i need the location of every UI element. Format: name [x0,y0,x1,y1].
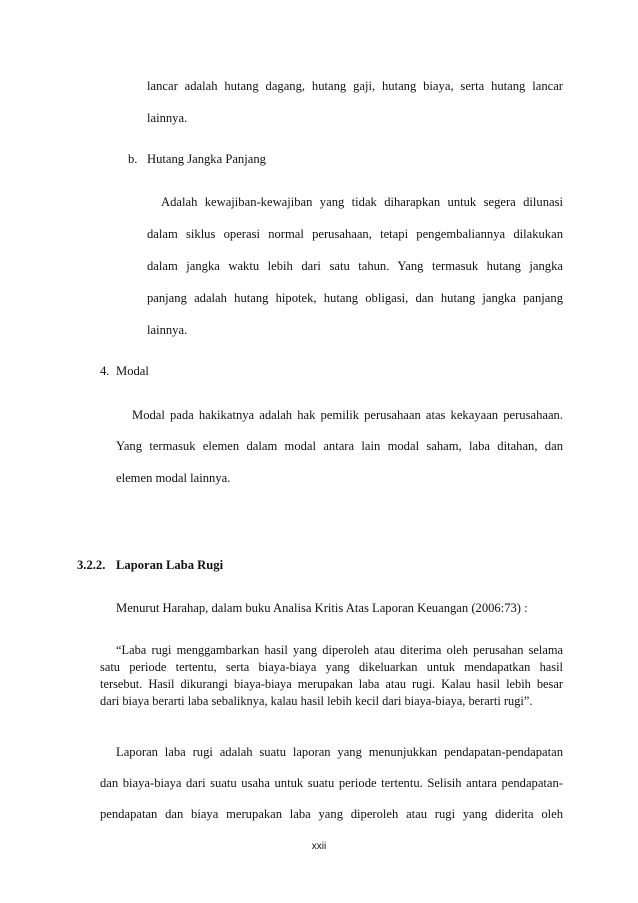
section-title: Laporan Laba Rugi [116,558,224,572]
quote-line: dari biaya berarti laba sebaliknya, kalau hasil lebih kecil dari biaya-biaya, berarti rugi”. [100,694,533,708]
intro-line: Menurut Harahap, dalam buku Analisa Kritis Atas Laporan Keuangan (2006:73) : [116,601,528,615]
list-marker: 4. [100,364,110,378]
quote-line: satu periode tertentu, serta biaya-biaya yang dikeluarkan untuk mendapatkan hasil [100,660,563,674]
text-line: lainnya. [147,323,188,337]
quote-line: “Laba rugi menggambarkan hasil yang diperoleh atau diterima oleh perusahan selama [116,643,563,657]
quote-line: tersebut. Hasil dikurangi biaya-biaya merupakan laba atau rugi. Kalau hasil lebih besar [100,677,563,691]
list-marker: b. [128,152,138,166]
text-line: lainnya. [147,111,188,125]
text-line: panjang adalah hutang hipotek, hutang obligasi, dan hutang jangka panjang [147,291,563,305]
page-number: xxii [311,841,327,852]
text-line: lancar adalah hutang dagang, hutang gaji, hutang biaya, serta hutang lancar [147,79,563,93]
text-line: Adalah kewajiban-kewajiban yang tidak diharapkan untuk segera dilunasi [161,195,563,209]
text-line: dan biaya-biaya dari suatu usaha untuk suatu periode tertentu. Selisih antara pendapatan- [100,776,563,790]
section-number: 3.2.2. [77,558,106,572]
text-line: Laporan laba rugi adalah suatu laporan yang menunjukkan pendapatan-pendapatan [116,745,563,759]
text-line: dalam jangka waktu lebih dari satu tahun. Yang termasuk hutang jangka [147,259,563,273]
text-line: Modal pada hakikatnya adalah hak pemilik perusahaan atas kekayaan perusahaan. [132,408,563,422]
text-line: elemen modal lainnya. [116,471,231,485]
subheading: Modal [116,364,149,378]
text-line: dalam siklus operasi normal perusahaan, tetapi pengembaliannya dilakukan [147,227,563,241]
text-line: Yang termasuk elemen dalam modal antara lain modal saham, laba ditahan, dan [116,439,563,453]
text-line: pendapatan dan biaya merupakan laba yang diperoleh atau rugi yang diderita oleh [100,807,563,821]
subheading: Hutang Jangka Panjang [147,152,266,166]
